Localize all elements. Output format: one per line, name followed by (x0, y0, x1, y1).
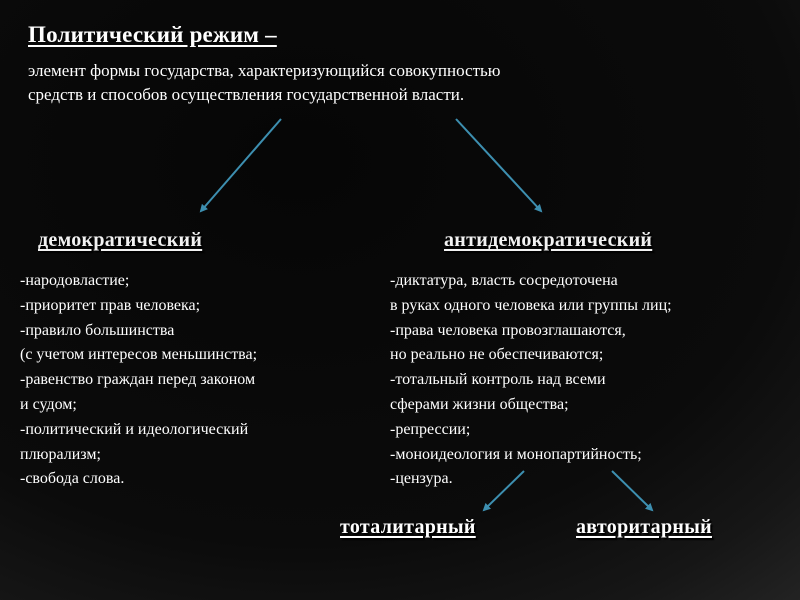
list-item: сферами жизни общества; (390, 395, 569, 413)
democratic-heading: демократический (38, 229, 203, 251)
list-item: -права человека провозглашаются, (390, 321, 626, 339)
list-item: -правило большинства (20, 321, 175, 339)
definition-line: элемент формы государства, характеризующийся совокупностью (28, 61, 501, 80)
authoritarian-heading: авторитарный (576, 516, 712, 538)
arrow-to-antidemocratic (456, 119, 541, 211)
list-item: но реально не обеспечиваются; (390, 346, 604, 364)
definition-line: средств и способов осуществления государственной власти. (28, 85, 465, 104)
list-item: и судом; (20, 395, 77, 413)
arrow-to-democratic (201, 119, 281, 211)
list-item: в руках одного человека или группы лиц; (390, 296, 672, 314)
democratic-features-list (20, 269, 257, 492)
totalitarian-heading: тоталитарный (340, 516, 476, 538)
list-item: (с учетом интересов меньшинства; (20, 346, 258, 364)
antidemocratic-heading: антидемократический (444, 229, 653, 251)
list-item: плюрализм; (20, 445, 101, 463)
list-item: -политический и идеологический (20, 420, 249, 438)
list-item: -репрессии; (390, 420, 471, 438)
list-item: -свобода слова. (20, 470, 125, 488)
antidemocratic-features-list (390, 269, 672, 492)
list-item: -моноидеология и монопартийность; (390, 445, 642, 463)
list-item: -равенство граждан перед законом (20, 371, 256, 389)
page-title: Политический режим – (28, 22, 277, 47)
list-item: -тотальный контроль над всеми (390, 371, 606, 389)
list-item: -народовластие; (20, 272, 130, 289)
list-item: -цензура. (390, 470, 453, 488)
list-item: -диктатура, власть сосредоточена (390, 272, 618, 289)
list-item: -приоритет прав человека; (20, 296, 201, 314)
